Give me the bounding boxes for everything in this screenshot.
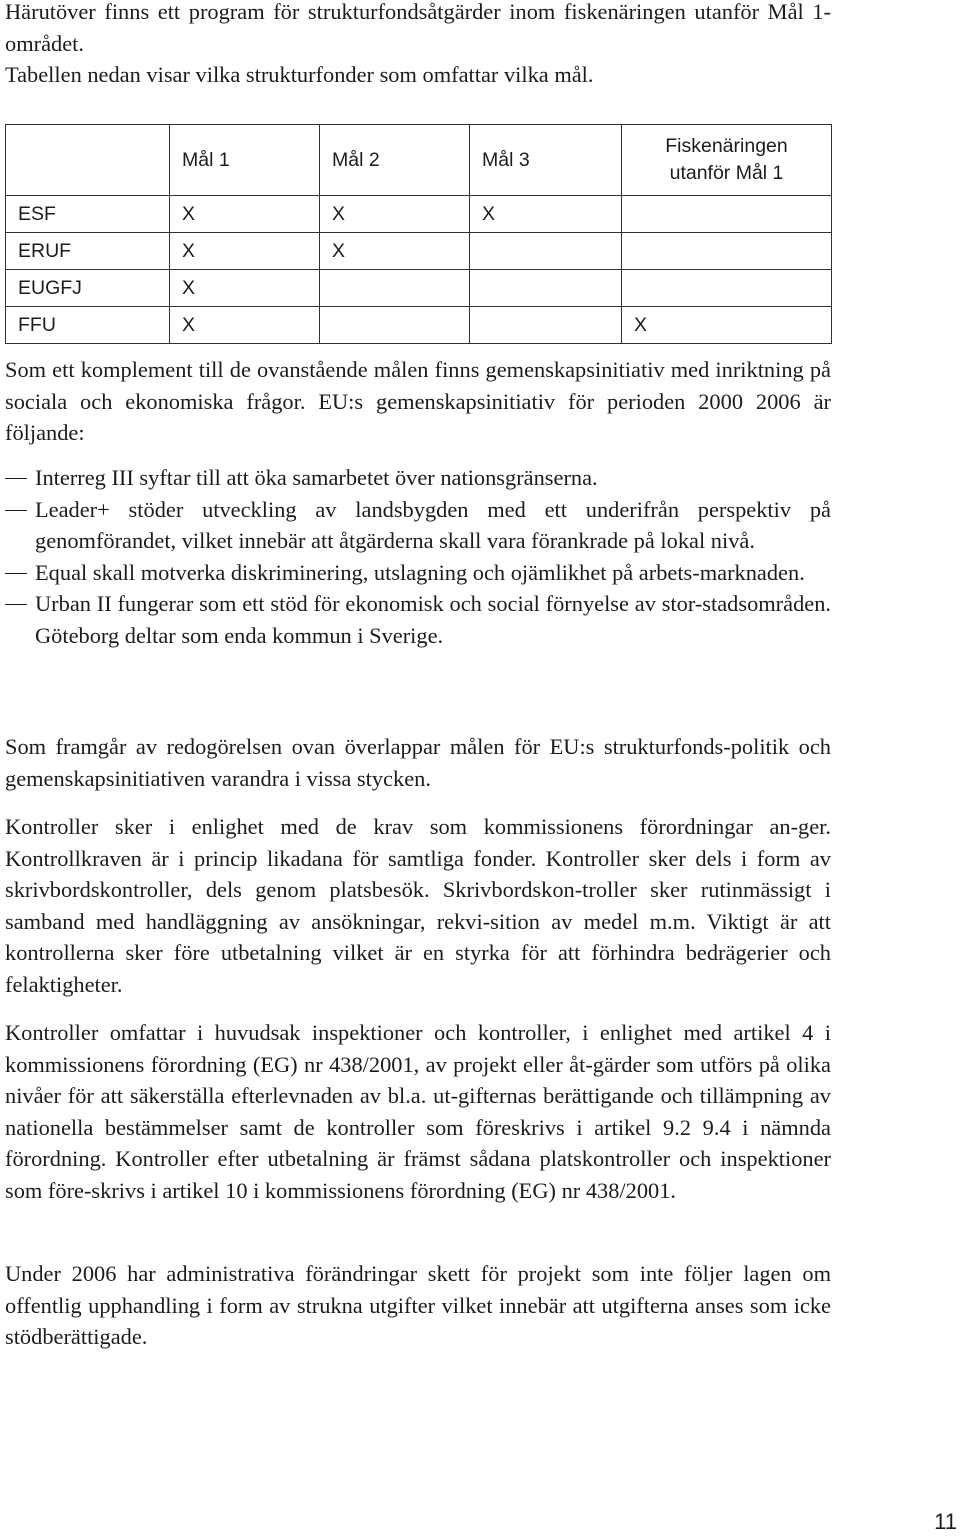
table-cell: EUGFJ: [6, 270, 170, 307]
table-cell: X: [320, 233, 470, 270]
list-item-text: Equal skall motverka diskriminering, utslagning och ojämlikhet på arbets-marknaden.: [35, 559, 805, 585]
table-cell: X: [170, 233, 320, 270]
list-item-text: Interreg III syftar till att öka samarbetet över nationsgränserna.: [35, 465, 598, 490]
table-header-cell: Mål 3: [470, 125, 622, 196]
intro-paragraph-2: Tabellen nedan visar vilka strukturfonder som omfattar vilka mål.: [5, 62, 594, 87]
table-cell: X: [170, 270, 320, 307]
table-cell: [320, 270, 470, 307]
table-row: [6, 196, 832, 233]
table-cell: [470, 233, 622, 270]
table-header-row: [6, 125, 832, 196]
initiatives-intro-paragraph: Som ett komplement till de ovanstående målen finns gemenskapsinitiativ med inriktning på sociala och ekonomiska frågor. EU:s gemenskapsinitiativ för perioden 2000 2006 är följande:: [5, 357, 831, 445]
table-cell: ERUF: [6, 233, 170, 270]
table-header-cell: [6, 125, 170, 196]
table-cell: [622, 196, 832, 233]
intro-paragraph-1: Härutöver finns ett program för strukturfondsåtgärder inom fiskenäringen utanför Mål 1-området.: [5, 0, 831, 56]
table-cell: ESF: [6, 196, 170, 233]
table-cell: [470, 270, 622, 307]
list-item-text: Leader+ stöder utveckling av landsbygden med ett underifrån perspektiv på genomförandet, vilket innebär att åtgärderna skall vara förankrade på lokal nivå.: [35, 496, 831, 553]
structural-funds-table: [5, 124, 832, 344]
list-item: [5, 557, 831, 589]
page-number: 11: [934, 1509, 957, 1534]
overlap-paragraph: Som framgår av redogörelsen ovan överlappar målen för EU:s strukturfonds-politik och gemenskapsinitiativen varandra i vissa stycken.: [5, 734, 831, 791]
inspections-paragraph: Kontroller omfattar i huvudsak inspektioner och kontroller, i enlighet med artikel 4 i kommissionens förordning (EG) nr 438/2001, av projekt eller åt-gärder som utförs på olika nivåer för att säkerställa efterlevnaden av bl.a. ut-gifternas berättigande och tillämpning av nationella bestämmelser samt de kontroller som föreskrivs i artikel 9.2 9.4 i nämnda förordning. Kontroller efter utbetalning är främst sådana platskontroller och inspektioner som före-skrivs i artikel 10 i kommissionens förordning (EG) nr 438/2001.: [5, 1020, 831, 1203]
table-header-cell: Mål 2: [320, 125, 470, 196]
table-cell: X: [622, 307, 832, 344]
table-cell: X: [170, 196, 320, 233]
table-header-cell: Fiskenäringen utanför Mål 1: [622, 125, 832, 196]
structural-funds-table-wrapper: [5, 124, 831, 344]
administrative-changes-paragraph: Under 2006 har administrativa förändringar skett för projekt som inte följer lagen om offentlig upphandling i form av strukna utgifter vilket innebär att utgifterna anses som icke stödberättigade.: [5, 1261, 831, 1349]
table-row: [6, 270, 832, 307]
table-cell: [320, 307, 470, 344]
controls-paragraph: Kontroller sker i enlighet med de krav som kommissionens förordningar an-ger. Kontrollkraven är i princip likadana för samtliga fonder. Kontroller sker dels i form av skrivbordskontroller, dels genom platsbesök. Skrivbordskon-troller sker rutinmässigt i samband med handläggning av ansökningar, rekvi-sition av medel m.m. Viktigt är att kontrollerna sker före utbetalning vilket är en styrka för att förhindra bedrägerier och felaktigheter.: [5, 814, 831, 997]
table-cell: X: [470, 196, 622, 233]
list-item-text: Urban II fungerar som ett stöd för ekonomisk och social förnyelse av stor-stadsområden. Göteborg deltar som enda kommun i Sverige.: [35, 591, 831, 648]
table-cell: FFU: [6, 307, 170, 344]
table-cell: [622, 233, 832, 270]
table-cell: X: [170, 307, 320, 344]
table-cell: [622, 270, 832, 307]
table-row: [6, 307, 832, 344]
table-row: [6, 233, 832, 270]
initiatives-list: [5, 462, 831, 651]
list-item: [5, 462, 831, 494]
table-cell: X: [320, 196, 470, 233]
table-header-cell: Mål 1: [170, 125, 320, 196]
list-item: [5, 494, 831, 557]
table-cell: [470, 307, 622, 344]
list-item: [5, 588, 831, 651]
